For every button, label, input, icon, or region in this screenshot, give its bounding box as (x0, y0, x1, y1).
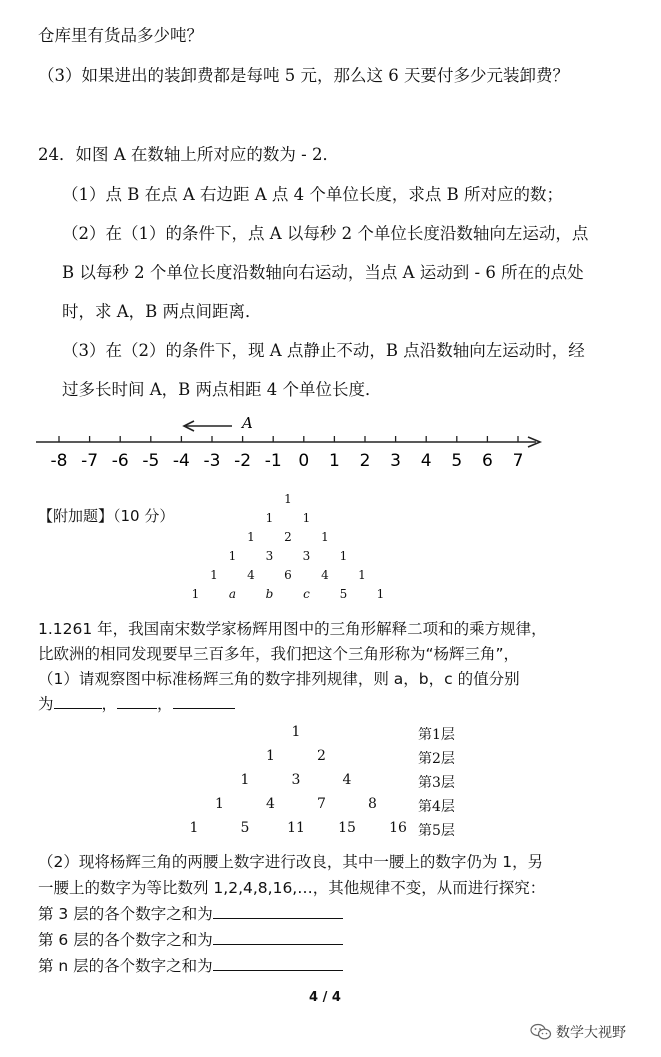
q23-part3: （3）如果进出的装卸费都是每吨 5 元，那么这 6 天要付多少元装卸费？ (38, 66, 569, 85)
watermark-text: 数学大视野 (556, 1025, 626, 1041)
tick-label: 6 (481, 451, 493, 471)
improved-triangle-number: 1 (215, 796, 224, 812)
tick-label: 7 (512, 451, 524, 471)
q24-part2-line2: B 以每秒 2 个单位长度沿数轴向右运动，当点 A 运动到 - 6 所在的点处 (62, 263, 584, 282)
q24-part3-line2: 过多长时间 A，B 两点相距 4 个单位长度． (62, 380, 382, 399)
answer-blank-b[interactable] (117, 692, 157, 709)
triangle-number: 3 (302, 549, 311, 563)
point-a-label: A (242, 414, 253, 432)
improved-triangle-number: 1 (240, 772, 250, 788)
fill-line-layer6 (38, 928, 343, 950)
triangle-number: 1 (302, 511, 311, 525)
q24-part1: （1）点 B 在点 A 右边距 A 点 4 个单位长度，求点 B 所对应的数； (62, 185, 564, 204)
q2-line2: 一腰上的数字为等比数列 1,2,4,8,16,…，其他规律不变，从而进行探究： (38, 879, 546, 897)
bonus-title: 【附加题】（10 分） (38, 507, 175, 525)
tick-label: -5 (142, 451, 160, 471)
wechat-icon (530, 1023, 552, 1041)
answer-blank-layer3[interactable] (213, 902, 343, 919)
fill-label-layern: 第 n 层的各个数字之和为 (38, 957, 213, 975)
q23-line: 仓库里有货品多少吨？ (38, 26, 203, 45)
tick-label: 3 (390, 451, 402, 471)
tick-label: -1 (264, 451, 282, 471)
triangle-number: 6 (284, 568, 292, 582)
tick-label: 2 (359, 451, 371, 471)
improved-triangle-number: 4 (266, 796, 275, 812)
triangle-number: 4 (247, 568, 255, 582)
intro-line2: 比欧洲的相同发现要早三百多年，我们把这个三角形称为“杨辉三角”， (38, 645, 520, 663)
tick-label: 0 (298, 451, 310, 471)
triangle-number: a (228, 587, 237, 601)
q1-sep-2: ， (157, 695, 173, 713)
fill-line-layern (38, 954, 343, 976)
tick-label: 4 (420, 451, 432, 471)
improved-triangle-number: 5 (240, 820, 250, 836)
tick-label: -3 (203, 451, 221, 471)
triangle-number: 4 (321, 568, 329, 582)
tick-label: -6 (111, 451, 129, 471)
triangle-number: 1 (321, 530, 329, 544)
layer-label: 第4层 (418, 799, 455, 815)
layer-label: 第2层 (418, 751, 455, 767)
q24-part3-line1: （3）在（2）的条件下，现 A 点静止不动，B 点沿数轴向左运动时，经 (62, 341, 585, 360)
answer-blank-layern[interactable] (213, 954, 343, 971)
layer-label: 第5层 (418, 823, 455, 839)
triangle-number: b (265, 587, 274, 601)
q24-stem: 24．如图 A 在数轴上所对应的数为 - 2． (38, 145, 339, 164)
layer-label: 第1层 (418, 727, 455, 743)
triangle-number: 1 (191, 587, 200, 601)
triangle-number: 1 (228, 549, 237, 563)
tick-label: -7 (81, 451, 99, 471)
q2-line1: （2）现将杨辉三角的两腰上数字进行改良，其中一腰上的数字仍为 1，另 (38, 853, 544, 871)
q1-prefix: 为 (38, 695, 54, 713)
improved-triangle-number: 7 (317, 796, 326, 812)
fill-label-layer6: 第 6 层的各个数字之和为 (38, 931, 213, 949)
answer-blank-a[interactable] (54, 692, 102, 709)
q24-part2-line3: 时，求 A，B 两点间距离． (62, 302, 262, 321)
fill-line-layer3 (38, 902, 343, 924)
improved-triangle-number: 16 (389, 820, 407, 836)
tick-label: -4 (172, 451, 190, 471)
triangle-number: 1 (210, 568, 218, 582)
improved-triangle-number: 1 (189, 820, 199, 836)
improved-triangle-number: 1 (291, 724, 301, 740)
triangle-number: 5 (339, 587, 348, 601)
triangle-number: 1 (247, 530, 255, 544)
fill-label-layer3: 第 3 层的各个数字之和为 (38, 905, 213, 923)
improved-triangle-number: 11 (287, 820, 305, 836)
improved-triangle-number: 3 (291, 772, 301, 788)
watermark (530, 1022, 626, 1042)
answer-blank-layer6[interactable] (213, 928, 343, 945)
tick-label: 1 (328, 451, 340, 471)
number-line (36, 410, 556, 472)
tick-label: -2 (234, 451, 252, 471)
q24-part2-line1: （2）在（1）的条件下，点 A 以每秒 2 个单位长度沿数轴向左运动，点 (62, 224, 589, 243)
layer-label: 第3层 (418, 775, 455, 791)
triangle-number: 1 (339, 549, 348, 563)
triangle-number: 1 (265, 511, 274, 525)
tick-label: 5 (451, 451, 463, 471)
improved-triangle-number: 2 (317, 748, 326, 764)
intro-line1: 1.1261 年，我国南宋数学家杨辉用图中的三角形解释二项和的乘方规律， (38, 620, 547, 638)
page-number: 4 / 4 (309, 990, 341, 1005)
triangle-number: 1 (284, 492, 292, 506)
q1-line2 (38, 692, 235, 714)
triangle-number: c (303, 587, 310, 601)
triangle-number: 2 (284, 530, 292, 544)
q1-line1: （1）请观察图中标准杨辉三角的数字排列规律，则 a，b，c 的值分别 (38, 670, 520, 688)
improved-triangle-number: 15 (338, 820, 356, 836)
answer-blank-c[interactable] (173, 692, 235, 709)
improved-triangle-number: 1 (266, 748, 275, 764)
triangle-number: 1 (376, 587, 385, 601)
triangle-number: 1 (358, 568, 366, 582)
tick-label: -8 (50, 451, 68, 471)
improved-triangle-number: 4 (342, 772, 352, 788)
improved-triangle-number: 8 (368, 796, 377, 812)
q1-sep-1: ， (101, 695, 118, 713)
triangle-number: 3 (265, 549, 274, 563)
